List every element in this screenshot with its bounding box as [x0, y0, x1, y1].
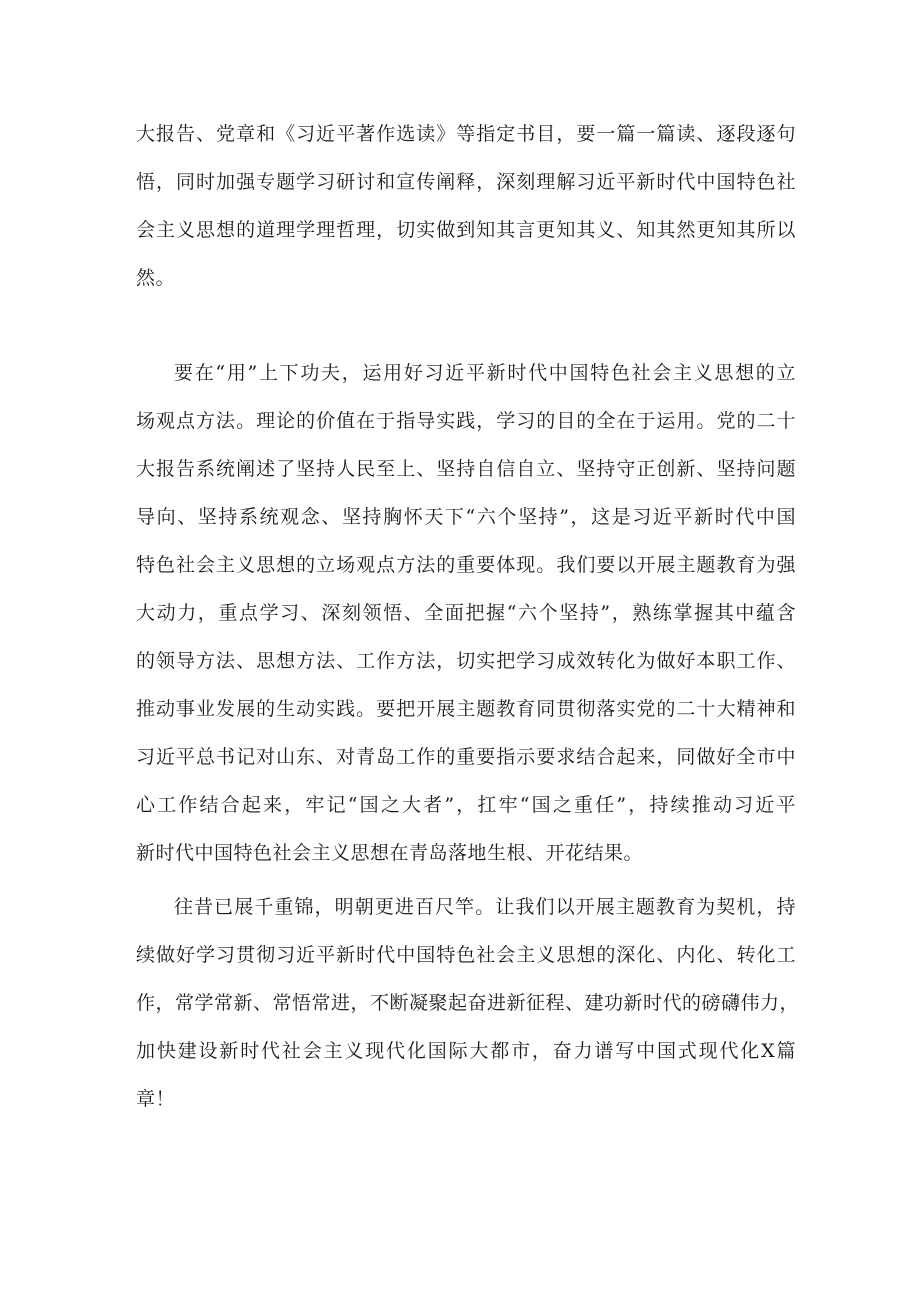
paragraph-3-line-5: 章！	[136, 1088, 176, 1110]
paragraph-3-line-4: 加快建设新时代社会主义现代化国际大都市，奋力谱写中国式现代化X篇	[136, 1040, 796, 1062]
paragraph-2-line-5: 特色社会主义思想的立场观点方法的重要体现。我们要以开展主题教育为强	[136, 554, 796, 576]
paragraph-2-line-4: 导向、坚持系统观念、坚持胸怀天下“六个坚持”，这是习近平新时代中国	[136, 506, 796, 528]
paragraph-2-line-3: 大报告系统阐述了坚持人民至上、坚持自信自立、坚持守正创新、坚持问题	[136, 458, 796, 480]
paragraph-2-line-8: 推动事业发展的生动实践。要把开展主题教育同贯彻落实党的二十大精神和	[136, 698, 796, 720]
paragraph-3-line-3: 作，常学常新、常悟常进，不断凝聚起奋进新征程、建功新时代的磅礴伟力，	[136, 992, 800, 1014]
paragraph-1-line-3: 会主义思想的道理学理哲理，切实做到知其言更知其义、知其然更知其所以	[136, 219, 796, 241]
paragraph-1-line-2: 悟，同时加强专题学习研讨和宣传阐释，深刻理解习近平新时代中国特色社	[136, 171, 796, 193]
paragraph-3-line-2: 续做好学习贯彻习近平新时代中国特色社会主义思想的深化、内化、转化工	[136, 944, 796, 966]
paragraph-3-line-1: 往昔已展千重锦，明朝更进百尺竿。让我们以开展主题教育为契机，持	[174, 896, 796, 918]
paragraph-2-line-6: 大动力，重点学习、深刻领悟、全面把握“六个坚持”，熟练掌握其中蕴含	[136, 602, 796, 624]
paragraph-2-line-10: 心工作结合起来，牢记“国之大者”，扛牢“国之重任”，持续推动习近平	[136, 794, 796, 816]
paragraph-2-line-7: 的领导方法、思想方法、工作方法，切实把学习成效转化为做好本职工作、	[136, 650, 796, 672]
paragraph-1-line-1: 大报告、党章和《习近平著作选读》等指定书目，要一篇一篇读、逐段逐句	[136, 123, 796, 145]
paragraph-2-line-1: 要在“用”上下功夫，运用好习近平新时代中国特色社会主义思想的立	[174, 362, 796, 384]
paragraph-2-line-2: 场观点方法。理论的价值在于指导实践，学习的目的全在于运用。党的二十	[136, 410, 796, 432]
paragraph-2-line-9: 习近平总书记对山东、对青岛工作的重要指示要求结合起来，同做好全市中	[136, 746, 796, 768]
paragraph-2-line-11: 新时代中国特色社会主义思想在青岛落地生根、开花结果。	[136, 842, 644, 864]
paragraph-1-line-4: 然。	[136, 267, 176, 289]
